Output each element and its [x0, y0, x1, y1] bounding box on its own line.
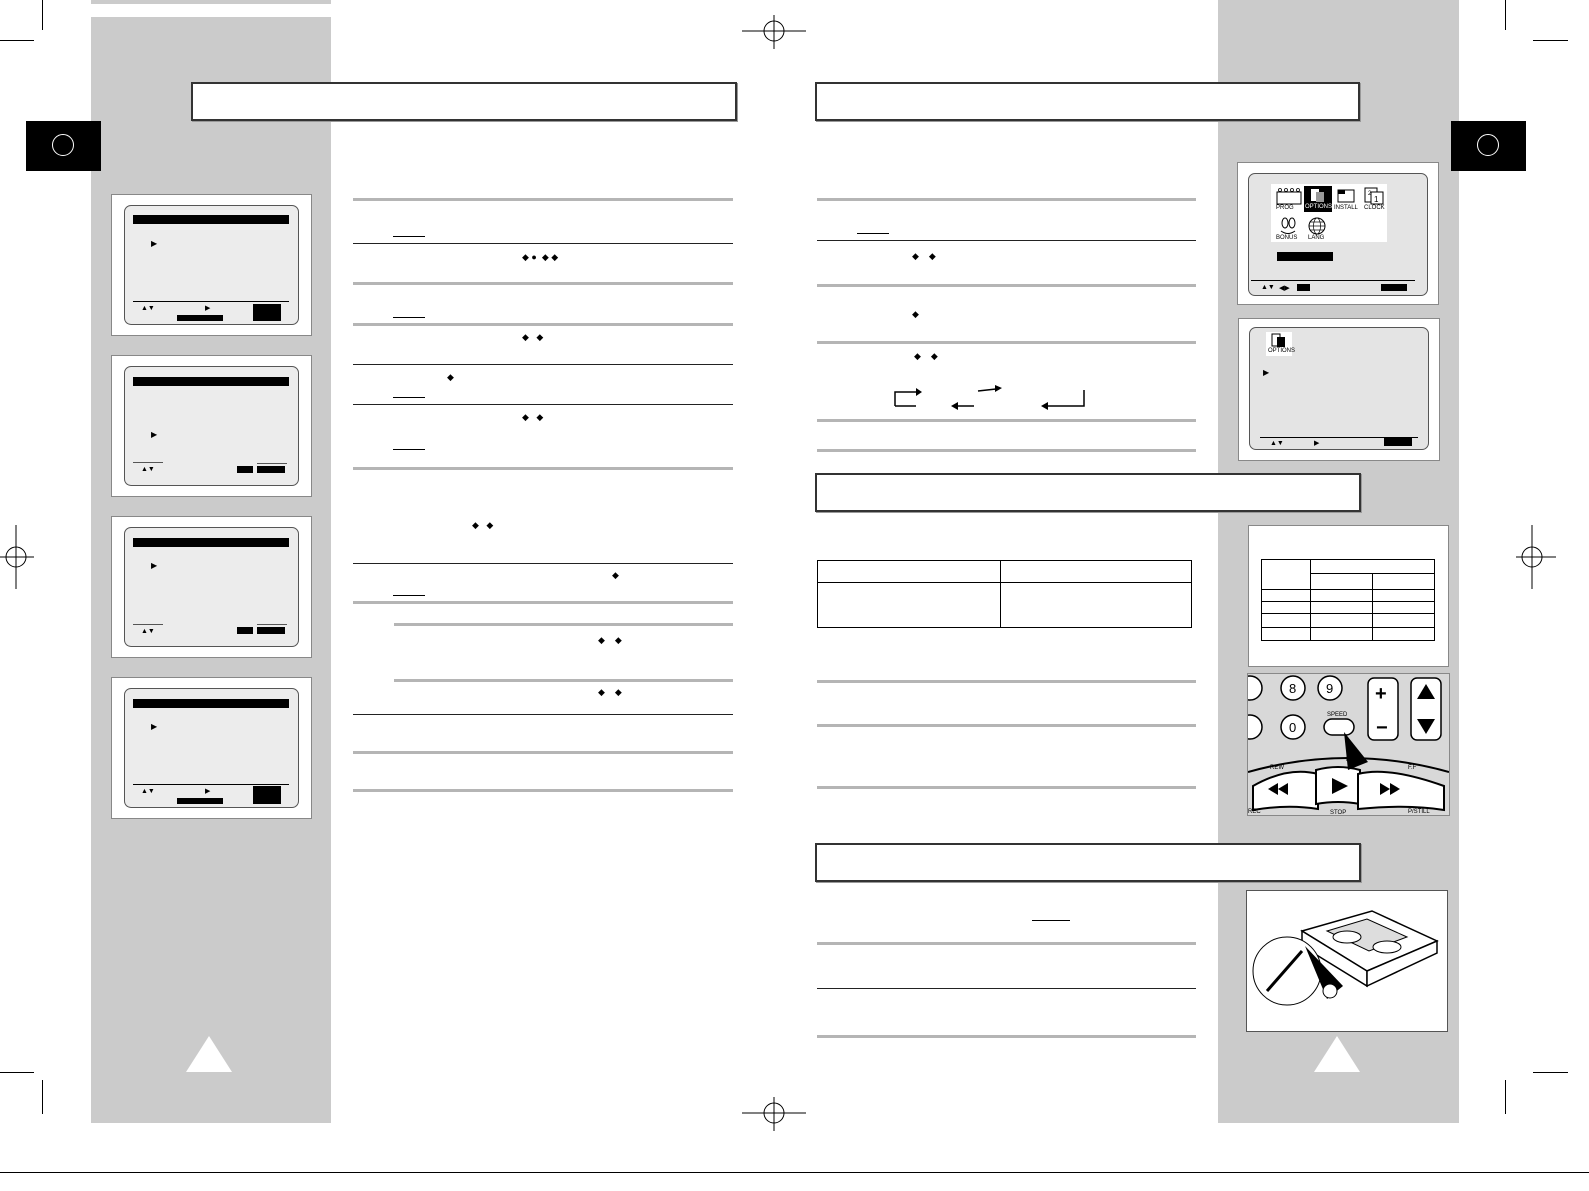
svg-text:1: 1: [1374, 195, 1379, 204]
registration-mark: [0, 525, 34, 589]
step-separator: [353, 364, 733, 365]
install-icon: [1336, 187, 1358, 205]
menu-label: OPTIONS: [1305, 204, 1333, 210]
mode-cycle-diagram: [892, 382, 1092, 412]
digit-8-label: 8: [1289, 681, 1297, 696]
bonus-icon: [1277, 216, 1299, 236]
svg-text:REW: REW: [1270, 765, 1284, 771]
crop-mark: [0, 1072, 34, 1073]
svg-text:F.F: F.F: [1408, 765, 1417, 771]
menu-label: PROG: [1276, 205, 1294, 211]
remote-control-illustration: [1247, 673, 1450, 816]
step-separator: [353, 282, 733, 285]
registration-mark: [742, 0, 806, 64]
step-separator: [353, 601, 733, 604]
language-tab-right: [1451, 121, 1526, 171]
speed-button: [1324, 719, 1354, 735]
svg-text:−: −: [1376, 717, 1388, 739]
language-tab-left: [26, 121, 101, 171]
mode-table: [817, 560, 1192, 628]
onscreen-display-4: ▶ ▲▼ ▶: [111, 677, 312, 819]
left-page-title-box: [191, 82, 737, 121]
step-separator: [353, 563, 733, 564]
step-separator: [817, 942, 1196, 945]
step-separator: [353, 714, 733, 715]
nav-updown-icon: ▲▼: [141, 305, 155, 312]
step-separator: [353, 243, 733, 244]
onscreen-display-3: ▶ ▲▼: [111, 516, 312, 658]
step-separator: [353, 789, 733, 792]
crop-mark: [1505, 1080, 1506, 1114]
svg-text:+: +: [1375, 683, 1387, 705]
step-separator: [817, 680, 1196, 683]
speed-table-illustration: [1248, 525, 1449, 667]
options-screen-label: OPTIONS: [1268, 348, 1296, 354]
bottom-border: [0, 1172, 1589, 1173]
step-separator: [817, 419, 1196, 422]
crop-mark: [1533, 40, 1568, 41]
onscreen-display-2: ▶ ▲▼: [111, 355, 312, 497]
svg-text:P/STILL: P/STILL: [1408, 809, 1430, 815]
onscreen-display-1: ▶ ▲▼ ▶: [111, 194, 312, 336]
options-menu-screen: OPTIONS ▶ ▲▼ ▶: [1238, 318, 1440, 461]
section-title-box-3: [815, 843, 1361, 882]
main-menu-screen: PROG OPTIONS INSTALL 1 2 CLOCK BONUS LANG ▲▼ ◀▶: [1237, 162, 1439, 305]
step-separator: [817, 341, 1196, 344]
menu-label: INSTALL: [1334, 205, 1358, 211]
step-separator: [817, 198, 1196, 201]
step-separator: [817, 786, 1196, 789]
film-icon: [1276, 187, 1302, 205]
svg-text:STOP: STOP: [1330, 810, 1347, 815]
registration-mark: [742, 1082, 806, 1146]
svg-text:2: 2: [1368, 191, 1372, 197]
svg-text:0: 0: [1289, 720, 1297, 735]
step-separator: [353, 323, 733, 326]
right-page-title-box: [815, 82, 1360, 121]
cassette-illustration: [1246, 890, 1448, 1032]
registration-mark: [1516, 525, 1556, 589]
crop-mark: [42, 1080, 43, 1114]
step-separator: [817, 1035, 1196, 1038]
gray-header-strip: [91, 0, 331, 4]
clock-icon: [1363, 186, 1385, 206]
svg-text:REC: REC: [1248, 809, 1261, 815]
page-number-marker-right: [1314, 1036, 1360, 1072]
step-separator: [817, 284, 1196, 287]
menu-label: CLOCK: [1364, 205, 1385, 211]
step-separator: [353, 751, 733, 754]
svg-text:9: 9: [1326, 681, 1334, 696]
section-title-box-2: [815, 473, 1361, 512]
svg-text:SPEED: SPEED: [1327, 712, 1348, 718]
globe-icon: [1306, 216, 1328, 236]
step-separator: [353, 198, 733, 201]
step-separator: [353, 404, 733, 405]
crop-mark: [1533, 1072, 1568, 1073]
options-icon[interactable]: [1304, 186, 1332, 212]
step-separator: [353, 467, 733, 470]
step-separator: [817, 449, 1196, 452]
menu-label: BONUS: [1276, 235, 1298, 241]
substep-separator: [394, 623, 733, 626]
step-separator: [817, 724, 1196, 727]
crop-mark: [1505, 0, 1506, 30]
step-separator: [817, 988, 1196, 989]
step-separator: [817, 240, 1196, 241]
substep-separator: [394, 679, 733, 682]
page-number-marker-left: [186, 1036, 232, 1072]
menu-label: LANG: [1308, 235, 1325, 241]
crop-mark: [0, 40, 34, 41]
menu-highlight-bar: [1277, 252, 1333, 261]
crop-mark: [42, 0, 43, 30]
